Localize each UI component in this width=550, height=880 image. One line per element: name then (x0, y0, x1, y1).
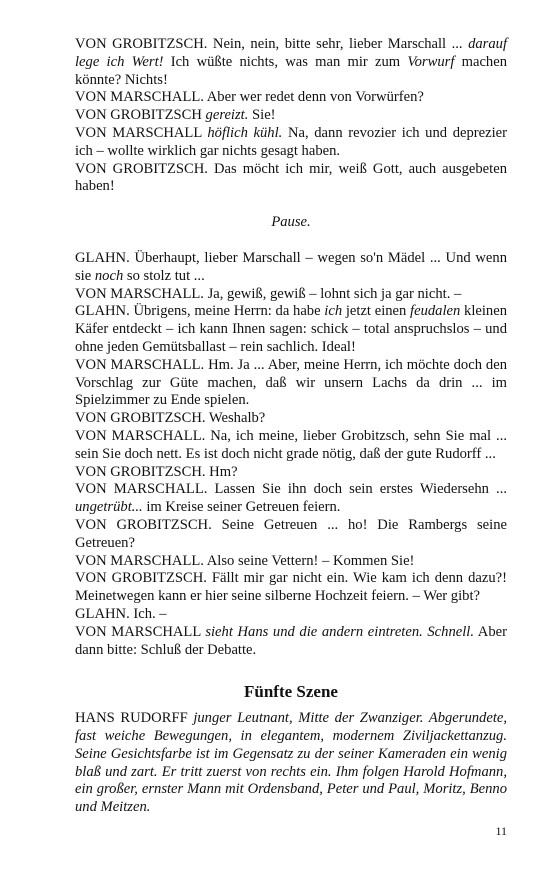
dialogue-line (75, 410, 507, 428)
dialogue-line (75, 36, 507, 89)
dialogue-line (75, 357, 507, 410)
dialogue-line-text: VON GROBITZSCH. Seine Getreuen ... ho! Die Rambergs seine Getreuen? (75, 516, 507, 551)
dialogue-line (75, 250, 507, 286)
dialogue-line-text: Sie! (248, 107, 276, 124)
dialogue-line (75, 303, 507, 356)
dialogue-line (75, 570, 507, 606)
dialogue-block-1 (75, 36, 507, 196)
dialogue-line-text: VON MARSCHALL. Hm. Ja ... Aber, meine Herrn, ich möchte doch den Vorschlag zur Güte machen, daß wir unsern Lachs da drin ... im Spielzimmer zu Ende spielen. (75, 356, 507, 409)
dialogue-line (75, 161, 507, 197)
dialogue-line-stage-direction: Vorwurf (407, 53, 455, 70)
dialogue-line-stage-direction: ungetrübt... (75, 499, 143, 516)
dialogue-line (75, 624, 507, 660)
dialogue-line-text: VON GROBITZSCH (75, 107, 206, 124)
book-page (75, 36, 507, 817)
dialogue-line-text: VON GROBITZSCH. Fällt mir gar nicht ein. Wie kam ich denn dazu?! Meinetwegen kann er hier seine silberne Hochzeit feiern. – Wer gibt? (75, 570, 507, 605)
page-number: 11 (495, 824, 507, 838)
dialogue-line-text: Ich wüßte nichts, was man mir zum (163, 53, 408, 70)
dialogue-line-text: VON MARSCHALL. Na, ich meine, lieber Grobitzsch, sehn Sie mal ... sein Sie doch nett. Es ist doch nicht grade nötig, daß der gute Rudorff ... (75, 427, 507, 462)
dialogue-line-stage-direction: sieht Hans und die andern eintreten. Schnell. (205, 623, 474, 640)
dialogue-line-stage-direction: noch (94, 267, 124, 284)
dialogue-line (75, 428, 507, 464)
dialogue-line-text: VON GROBITZSCH. Nein, nein, bitte sehr, lieber Marschall ... (75, 36, 469, 52)
dialogue-line-stage-direction: ich (324, 303, 343, 320)
dialogue-line-stage-direction: darauf lege ich Wert! (75, 36, 507, 70)
scene-title: Fünfte Szene (244, 682, 338, 702)
dialogue-line-text: im Kreise seiner Getreuen feiern. (142, 499, 341, 516)
scene-description-stage-direction: junger Leutnant, Mitte der Zwanziger. Abgerundete, fast weiche Bewegungen, in elegantem, modernem Ziviljackettanzug. Seine Gesichtsfarbe ist im Gegensatz zu der seiner Kameraden ein wenig blaß und zart. Er tritt zuerst von rechts ein. Ihm folgen Harold Hofmann, ein großer, ernster Mann mit Ordensband, Peter und Paul, Moritz, Benno und Meitzen. (75, 710, 507, 816)
dialogue-line-text: GLAHN. Übrigens, meine Herrn: da habe (75, 303, 325, 320)
dialogue-line-text: jetzt einen (342, 303, 411, 320)
dialogue-line-text: VON MARSCHALL. Aber wer redet denn von Vorwürfen? (75, 89, 424, 106)
dialogue-line (75, 286, 507, 304)
dialogue-line (75, 481, 507, 517)
dialogue-line-text: GLAHN. Ich. – (75, 605, 167, 622)
dialogue-line-text: VON GROBITZSCH. Weshalb? (75, 410, 266, 427)
dialogue-line-text: VON GROBITZSCH. Hm? (75, 463, 238, 480)
dialogue-line-text: VON MARSCHALL. Ja, gewiß, gewiß – lohnt sich ja gar nicht. – (75, 285, 462, 302)
dialogue-line-text: machen könnte? Nichts! (75, 53, 507, 88)
dialogue-block-2 (75, 250, 507, 659)
dialogue-line (75, 107, 507, 125)
dialogue-line-text: GLAHN. Überhaupt, lieber Marschall – wegen so'n Mädel ... Und wenn sie (75, 249, 507, 284)
scene-description-text: HANS RUDORFF (75, 710, 194, 727)
dialogue-line-text: kleinen Käfer entdeckt – ich kann Ihnen sagen: schick – total anspruchslos – und ohne jeden Gemütsballast – rein sachlich. Ideal! (75, 303, 507, 355)
dialogue-line-text: VON GROBITZSCH. Das möcht ich mir, weiß Gott, auch ausgebeten haben! (75, 160, 507, 195)
dialogue-line-text: VON MARSCHALL (75, 623, 206, 640)
dialogue-line-stage-direction: gereizt. (205, 107, 249, 124)
scene-description (75, 710, 507, 817)
stage-direction-pause: Pause. (271, 214, 311, 231)
dialogue-line (75, 517, 507, 553)
dialogue-line (75, 553, 507, 571)
dialogue-line-text: so stolz tut ... (123, 267, 205, 284)
dialogue-line-text: Aber dann bitte: Schluß der Debatte. (75, 623, 507, 658)
dialogue-line-stage-direction: höflich kühl. (207, 124, 283, 141)
dialogue-line (75, 606, 507, 624)
dialogue-line-text: Na, dann revozier ich und deprezier ich – wollte wirklich gar nichts gesagt haben. (75, 124, 507, 159)
dialogue-line-text: VON MARSCHALL. Also seine Vettern! – Kommen Sie! (75, 552, 415, 569)
dialogue-line-text: VON MARSCHALL. Lassen Sie ihn doch sein erstes Wiedersehn ... (75, 481, 507, 498)
dialogue-line (75, 125, 507, 161)
dialogue-line-text: VON MARSCHALL (75, 124, 208, 141)
dialogue-line-stage-direction: feudalen (410, 303, 461, 320)
dialogue-line (75, 89, 507, 107)
dialogue-line (75, 464, 507, 482)
